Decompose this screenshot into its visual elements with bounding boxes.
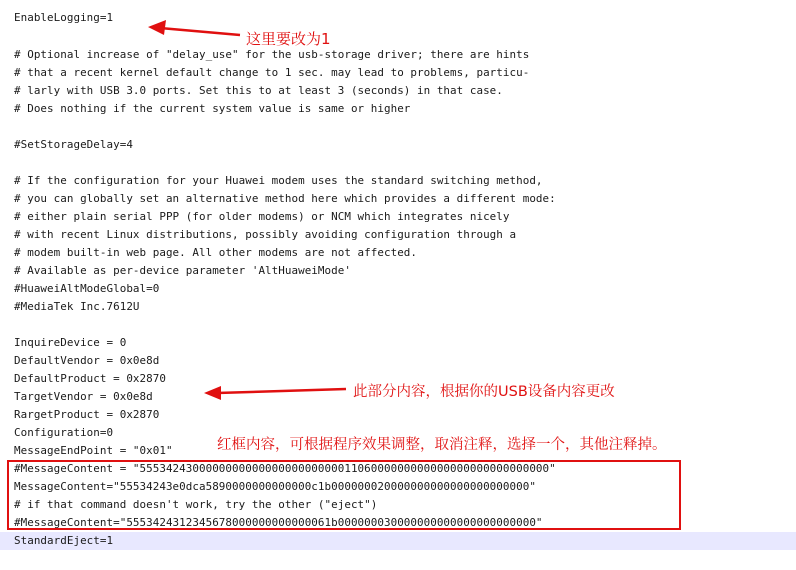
editor-line[interactable]: Configuration=0 bbox=[14, 426, 114, 439]
editor-line[interactable]: InquireDevice = 0 bbox=[14, 336, 127, 349]
editor-line[interactable]: # larly with USB 3.0 ports. Set this to at least 3 (seconds) in that case. bbox=[14, 84, 503, 97]
editor-line[interactable]: # Optional increase of "delay_use" for the usb-storage driver; there are hints bbox=[14, 48, 530, 61]
editor-line[interactable]: # that a recent kernel default change to 1 sec. may lead to problems, particu- bbox=[14, 66, 530, 79]
editor-line[interactable]: # Available as per-device parameter 'AltHuaweiMode' bbox=[14, 264, 351, 277]
editor-line[interactable]: #MessageContent = "55534243000000000000000000000001106000000000000000000000000000" bbox=[14, 462, 556, 475]
editor-line[interactable]: # with recent Linux distributions, possibly avoiding configuration through a bbox=[14, 228, 517, 241]
editor-line[interactable]: #HuaweiAltModeGlobal=0 bbox=[14, 282, 160, 295]
editor-line[interactable]: TargetVendor = 0x0e8d bbox=[14, 390, 153, 403]
editor-line[interactable]: # Does nothing if the current system value is same or higher bbox=[14, 102, 411, 115]
editor-line[interactable]: #MessageContent="5553424312345678000000000000061b000000030000000000000000000000" bbox=[14, 516, 543, 529]
editor-line[interactable]: # If the configuration for your Huawei modem uses the standard switching method, bbox=[14, 174, 543, 187]
editor-line[interactable]: RargetProduct = 0x2870 bbox=[14, 408, 160, 421]
editor-line[interactable]: DefaultProduct = 0x2870 bbox=[14, 372, 166, 385]
editor-line[interactable]: # if that command doesn't work, try the other ("eject") bbox=[14, 498, 378, 511]
editor-line[interactable]: # modem built-in web page. All other modems are not affected. bbox=[14, 246, 418, 259]
editor-line[interactable]: MessageEndPoint = "0x01" bbox=[14, 444, 173, 457]
editor-line[interactable]: #MediaTek Inc.7612U bbox=[14, 300, 140, 313]
editor-line[interactable]: # you can globally set an alternative method here which provides a different mode: bbox=[14, 192, 556, 205]
editor-line[interactable]: #SetStorageDelay=4 bbox=[14, 138, 133, 151]
line-enable-logging[interactable]: EnableLogging=1 bbox=[14, 11, 114, 24]
editor-line[interactable]: MessageContent="55534243e0dca5890000000000000c1b000000020000000000000000000000" bbox=[14, 480, 536, 493]
annotation-box: 红框内容，可根据程序效果调整，取消注释，选择一个，其他注释掉。 bbox=[217, 437, 667, 453]
annotation-logging: 这里要改为1 bbox=[246, 30, 331, 48]
current-line[interactable]: StandardEject=1 bbox=[0, 532, 796, 550]
editor-line[interactable]: # either plain serial PPP (for older modems) or NCM which integrates nicely bbox=[14, 210, 510, 223]
editor-line[interactable]: DefaultVendor = 0x0e8d bbox=[14, 354, 160, 367]
annotation-usb: 此部分内容，根据你的USB设备内容更改 bbox=[353, 384, 615, 400]
